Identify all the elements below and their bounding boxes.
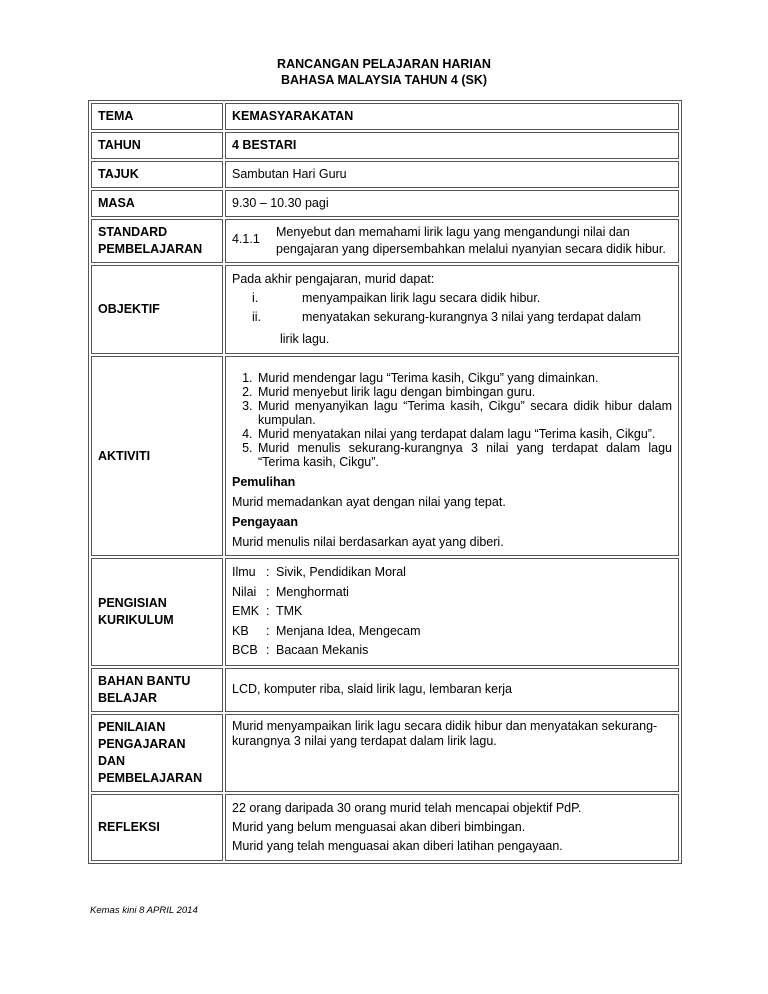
pengayaan-text: Murid menulis nilai berdasarkan ayat yang diberi. <box>232 535 504 549</box>
refleksi-line: Murid yang telah menguasai akan diberi latihan pengayaan. <box>232 838 563 853</box>
value-bahan: LCD, komputer riba, slaid lirik lagu, lembaran kerja <box>225 668 679 712</box>
pengisian-value: Sivik, Pendidikan Moral <box>276 565 406 579</box>
title-line-2: BAHASA MALAYSIA TAHUN 4 (SK) <box>280 73 488 87</box>
aktiviti-step: 4. Murid menyatakan nilai yang terdapat dalam lagu “Terima kasih, Cikgu”. <box>256 427 672 441</box>
standard-code: 4.1.1 <box>232 232 260 246</box>
aktiviti-step: 2. Murid menyebut lirik lagu dengan bimbingan guru. <box>256 385 672 399</box>
label-penilaian-line3: PEMBELAJARAN <box>98 770 203 785</box>
pengisian-key: Nilai <box>232 584 257 599</box>
label-penilaian-line2: PENGAJARAN DAN <box>98 736 186 768</box>
document-title <box>0 56 768 88</box>
label-aktiviti: AKTIVITI <box>91 356 223 556</box>
row-tahun <box>91 132 679 159</box>
pengisian-item: Nilai : Menghormati <box>232 583 672 603</box>
value-tajuk: Sambutan Hari Guru <box>225 161 679 188</box>
value-pengisian <box>225 558 679 666</box>
label-tajuk: TAJUK <box>91 161 223 188</box>
aktiviti-step: 3. Murid menyanyikan lagu “Terima kasih, Cikgu” secara didik hibur dalam kumpulan. <box>256 399 672 427</box>
label-bahan <box>91 668 223 712</box>
pengisian-value: TMK <box>276 604 303 618</box>
label-penilaian-line1: PENILAIAN <box>98 719 166 734</box>
pengisian-value: Bacaan Mekanis <box>276 643 369 657</box>
pemulihan-title: Pemulihan <box>232 475 296 489</box>
row-pengisian <box>91 558 679 666</box>
title-line-1: RANCANGAN PELAJARAN HARIAN <box>277 57 491 71</box>
label-objektif: OBJEKTIF <box>91 265 223 354</box>
aktiviti-step: 5. Murid menulis sekurang-kurangnya 3 nilai yang terdapat dalam lagu “Terima kasih, Cikgu”. <box>256 441 672 469</box>
pengisian-value: Menghormati <box>276 584 349 599</box>
row-standard <box>91 219 679 263</box>
label-bahan-line2: BELAJAR <box>98 690 158 705</box>
pengisian-item: BCB : Bacaan Mekanis <box>232 641 672 661</box>
label-tema: TEMA <box>91 103 223 130</box>
row-bahan <box>91 668 679 712</box>
label-bahan-line1: BAHAN BANTU <box>98 673 191 688</box>
pengayaan-title: Pengayaan <box>232 515 299 529</box>
row-aktiviti <box>91 356 679 556</box>
pengisian-key: EMK <box>232 604 260 618</box>
label-pengisian-line2: KURIKULUM <box>98 612 174 627</box>
value-tema: KEMASYARAKATAN <box>225 103 679 130</box>
value-standard <box>225 219 679 263</box>
value-tahun: 4 BESTARI <box>225 132 679 159</box>
pengisian-value: Menjana Idea, Mengecam <box>276 623 421 638</box>
standard-text: Menyebut dan memahami lirik lagu yang mengandungi nilai dan pengajaran yang dipersembahkan melalui nyanyian secara didik hibur. <box>276 225 666 256</box>
objektif-intro: Pada akhir pengajaran, murid dapat: <box>232 272 435 286</box>
lesson-plan-table <box>88 100 682 864</box>
refleksi-line: Murid yang belum menguasai akan diberi bimbingan. <box>232 819 526 834</box>
label-pengisian <box>91 558 223 666</box>
objektif-continuation: lirik lagu. <box>280 332 330 346</box>
pengisian-item: EMK : TMK <box>232 602 672 622</box>
value-objektif <box>225 265 679 354</box>
row-objektif <box>91 265 679 354</box>
objektif-item-text: menyampaikan lirik lagu secara didik hibur. <box>302 291 541 305</box>
pengisian-key: KB <box>232 623 249 638</box>
value-aktiviti <box>225 356 679 556</box>
label-standard <box>91 219 223 263</box>
objektif-item <box>232 308 672 327</box>
row-tema <box>91 103 679 130</box>
label-refleksi: REFLEKSI <box>91 794 223 861</box>
pengisian-key: BCB <box>232 643 258 657</box>
row-penilaian <box>91 714 679 792</box>
row-masa <box>91 190 679 217</box>
pemulihan-text: Murid memadankan ayat dengan nilai yang tepat. <box>232 495 506 509</box>
row-refleksi <box>91 794 679 861</box>
objektif-item-number: ii. <box>252 310 262 324</box>
label-standard-line1: STANDARD <box>98 225 168 239</box>
aktiviti-list <box>232 371 672 469</box>
objektif-item <box>232 289 672 308</box>
pengisian-key: Ilmu <box>232 565 256 579</box>
pengisian-item: KB : Menjana Idea, Mengecam <box>232 622 672 642</box>
refleksi-line: 22 orang daripada 30 orang murid telah mencapai objektif PdP. <box>232 800 582 815</box>
value-penilaian: Murid menyampaikan lirik lagu secara didik hibur dan menyatakan sekurang-kurangnya 3 nilai yang terdapat dalam lirik lagu. <box>225 714 679 792</box>
objektif-item-number: i. <box>252 291 259 305</box>
label-standard-line2: PEMBELAJARAN <box>98 242 203 256</box>
value-masa: 9.30 – 10.30 pagi <box>225 190 679 217</box>
row-tajuk <box>91 161 679 188</box>
aktiviti-step: 1. Murid mendengar lagu “Terima kasih, Cikgu” yang dimainkan. <box>256 371 672 385</box>
label-masa: MASA <box>91 190 223 217</box>
label-penilaian <box>91 714 223 792</box>
label-pengisian-line1: PENGISIAN <box>98 595 167 610</box>
value-refleksi <box>225 794 679 861</box>
objektif-item-text: menyatakan sekurang-kurangnya 3 nilai yang terdapat dalam <box>302 310 642 324</box>
label-tahun: TAHUN <box>91 132 223 159</box>
footer-updated-date: Kemas kini 8 APRIL 2014 <box>90 905 198 916</box>
pengisian-item: Ilmu : Sivik, Pendidikan Moral <box>232 563 672 583</box>
